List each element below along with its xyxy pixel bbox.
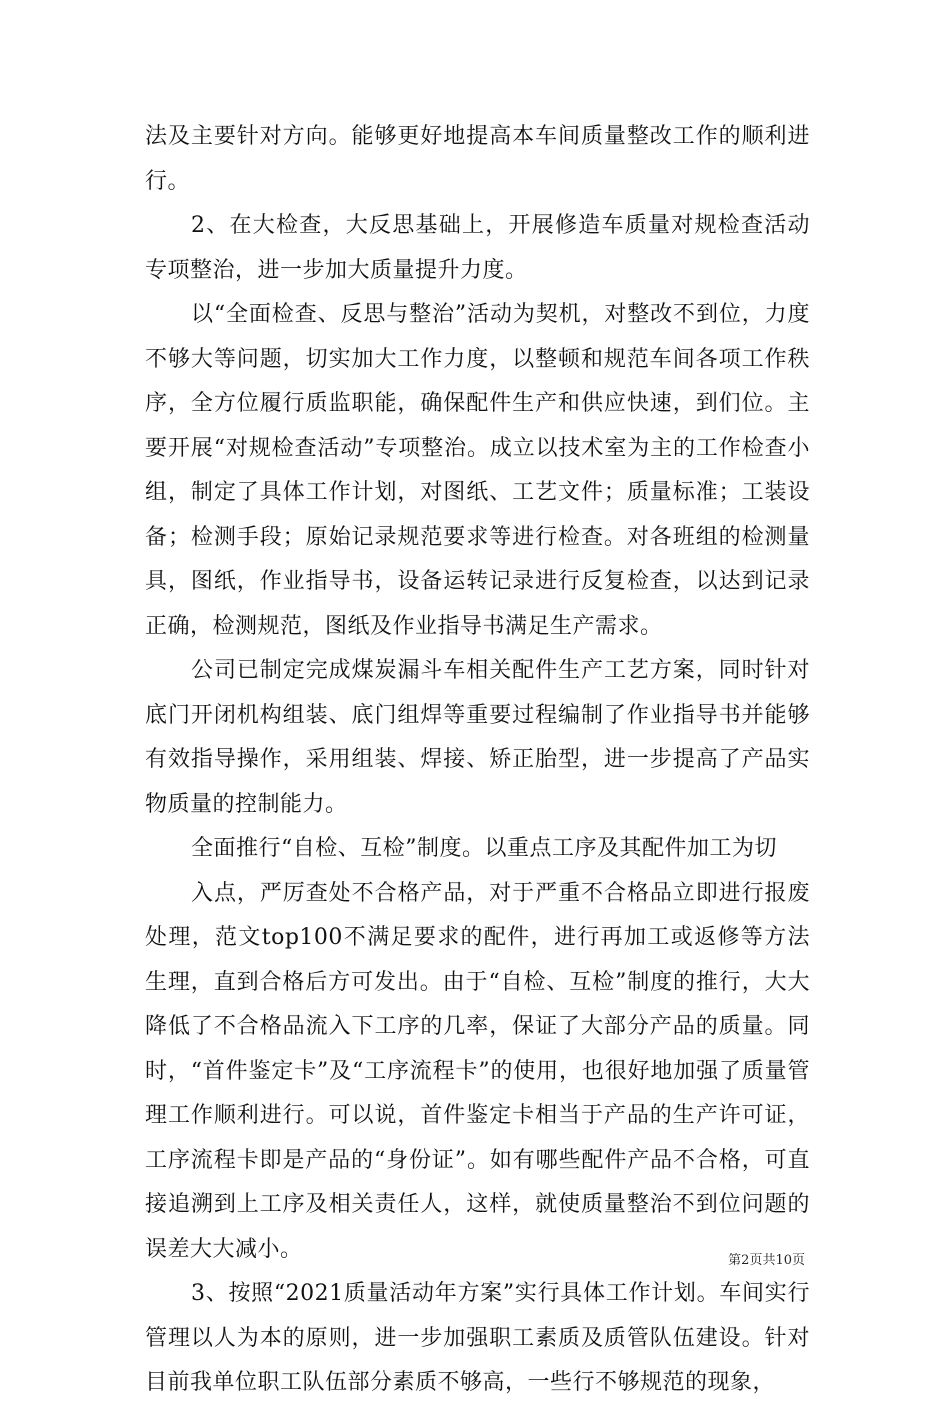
- paragraph-section-2: 2、在大检查，大反思基础上，开展修造车质量对规检查活动专项整治，进一步加大质量提升力度。: [145, 213, 810, 283]
- paragraph-continuation: 法及主要针对方向。能够更好地提高本车间质量整改工作的顺利进行。: [145, 124, 810, 194]
- paragraph-section-3: 3、按照“2021质量活动年方案”实行具体工作计划。车间实行管理以人为本的原则，进一步加强职工素质及质管队伍建设。针对目前我单位职工队伍部分素质不够高，一些行不够规范的现象，: [145, 1281, 810, 1395]
- page-number-footer: 第2页共10页: [728, 1253, 805, 1268]
- paragraph-inspection: 以“全面检查、反思与整治”活动为契机，对整改不到位，力度不够大等问题，切实加大工作力度，以整顿和规范车间各项工作秩序，全方位履行质监职能，确保配件生产和供应快速，到们位。主要开展“对规检查活动”专项整治。成立以技术室为主的工作检查小组，制定了具体工作计划，对图纸、工艺文件；质量标准；工装设备；检测手段；原始记录规范要求等进行检查。对各班组的检测量具，图纸，作业指导书，设备运转记录进行反复检查，以达到记录正确，检测规范，图纸及作业指导书满足生产需求。: [145, 302, 810, 639]
- paragraph-process-plan: 公司已制定完成煤炭漏斗车相关配件生产工艺方案，同时针对底门开闭机构组装、底门组焊等重要过程编制了作业指导书并能够有效指导操作，采用组装、焊接、矫正胎型，进一步提高了产品实物质量的控制能力。: [145, 658, 810, 817]
- paragraph-self-check: 全面推行“自检、互检”制度。以重点工序及其配件加工为切: [191, 836, 777, 861]
- paragraph-self-check-continued: 入点，严厉查处不合格产品，对于严重不合格品立即进行报废处理，范文top100不满足要求的配件，进行再加工或返修等方法生理，直到合格后方可发出。由于“自检、互检”制度的推行，大大降低了不合格品流入下工序的几率，保证了大部分产品的质量。同时，“首件鉴定卡”及“工序流程卡”的使用，也很好地加强了质量管理工作顺利进行。可以说，首件鉴定卡相当于产品的生产许可证，工序流程卡即是产品的“身份证”。如有哪些配件产品不合格，可直接追溯到上工序及相关责任人，这样，就使质量整治不到位问题的误差大大减小。: [145, 880, 810, 1262]
- document-body: [145, 115, 810, 1406]
